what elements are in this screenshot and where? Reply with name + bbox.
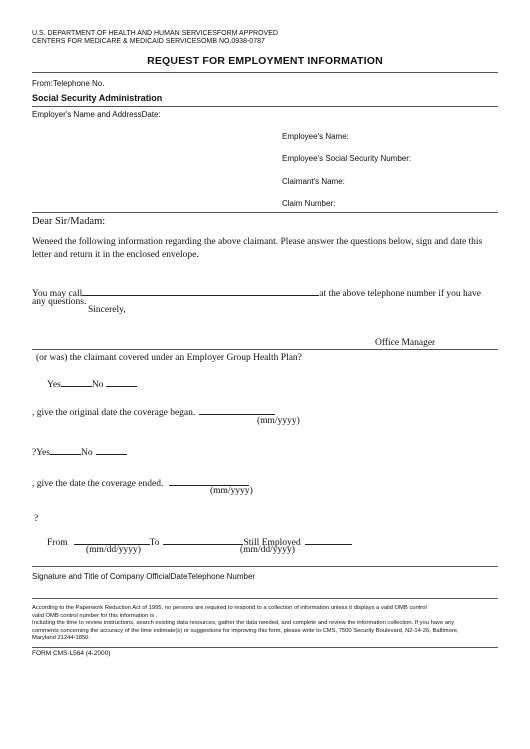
divider [32,349,498,350]
still-employed-blank[interactable] [305,534,352,545]
form-number: FORM CMS-L564 (4-2000) [32,650,111,657]
coverage-ended-format: (mm/yyyy) [210,486,253,496]
from-date-format: (mm/dd/yyyy) [86,545,141,555]
from-label: From [47,538,68,548]
footnote-line2: valid OMB control number for this information is . [32,612,158,619]
call-line [32,285,481,299]
agency-header-line1: U.S. DEPARTMENT OF HEALTH AND HUMAN SERVICESFORM APPROVED [32,30,278,37]
signer-title: Office Manager [375,338,436,348]
to-label: To [149,538,160,548]
footnote-line5: Maryland 21244-1850. [32,635,91,642]
divider [32,106,498,107]
call-prefix: You may call [32,289,83,299]
claim-number-label: Claim Number: [282,199,336,208]
divider [32,212,498,213]
coverage-ended-blank[interactable] [169,475,249,486]
signature-title-label: Signature and Title of Company OfficialDateTelephone Number [32,572,256,581]
to-date-format: (mm/dd/yyyy) [240,545,295,555]
yes-label-2: ?Yes [32,448,51,458]
no-blank-2[interactable] [96,444,127,455]
coverage-ended-question: , give the date the coverage ended. [32,479,164,489]
yes-no-row-2 [32,444,127,458]
employee-ssn-label: Employee's Social Security Number: [282,154,412,163]
telephone-blank[interactable] [82,285,319,296]
page-title: REQUEST FOR EMPLOYMENT INFORMATION [147,55,383,67]
letter-body-line2: letter and return it in the enclosed envelope. [32,250,199,260]
salutation: Dear Sir/Madam: [32,216,106,227]
no-blank[interactable] [106,376,137,387]
question-health-plan: (or was) the claimant covered under an Employer Group Health Plan? [36,353,302,363]
closing: Sincerely, [88,305,126,315]
still-employed-label: Still Employed [243,538,301,548]
yes-blank[interactable] [61,376,92,387]
footnote-line3: Including the time to review instructions, search existing data resources, gather the data needed, and complete and review the information collection. If you have any [32,620,455,627]
call-line2: any questions. [32,297,87,307]
paperwork-reduction-notice [32,605,498,643]
from-telephone-label: From:Telephone No. [32,79,105,88]
yes-no-row-1 [47,376,137,390]
agency-name: Social Security Administration [32,93,163,103]
footnote-line1: According to the Paperwork Reduction Act of 1995, no persons are required to respond to a collection of information unless it displays a valid OMB control [32,605,427,611]
employment-question: ? [34,514,39,524]
divider [32,72,498,73]
claimant-name-label: Claimant's Name: [282,177,345,186]
agency-header-line2: CENTERS FOR MEDICARE & MEDICAID SERVICESOMB NO.0938-0787 [32,38,265,45]
employer-name-address-label: Employer's Name and AddressDate: [32,110,161,119]
call-suffix: at the above telephone number if you have [319,289,481,299]
coverage-began-question: , give the original date the coverage began. [32,408,196,418]
to-date-blank[interactable] [163,534,243,545]
from-date-blank[interactable] [74,534,150,545]
letter-body-line1: Weneed the following information regarding the above claimant. Please answer the questions below, sign and date this [32,237,483,247]
footnote-line4: comments concerning the accuracy of the time estimate(s) or suggestions for improving this form, please write to:CMS, 7500 Security Boulevard, N2-14-26, Baltimore, [32,627,459,634]
coverage-began-row [32,404,275,418]
coverage-began-format: (mm/yyyy) [257,416,300,426]
divider [32,566,498,567]
no-label: No [91,380,104,390]
employee-name-label: Employee's Name: [282,132,349,141]
divider [32,598,498,599]
divider [32,647,498,648]
no-label-2: No [81,448,93,458]
yes-blank-2[interactable] [50,444,81,455]
coverage-began-blank[interactable] [199,404,275,415]
yes-label: Yes [47,380,61,390]
